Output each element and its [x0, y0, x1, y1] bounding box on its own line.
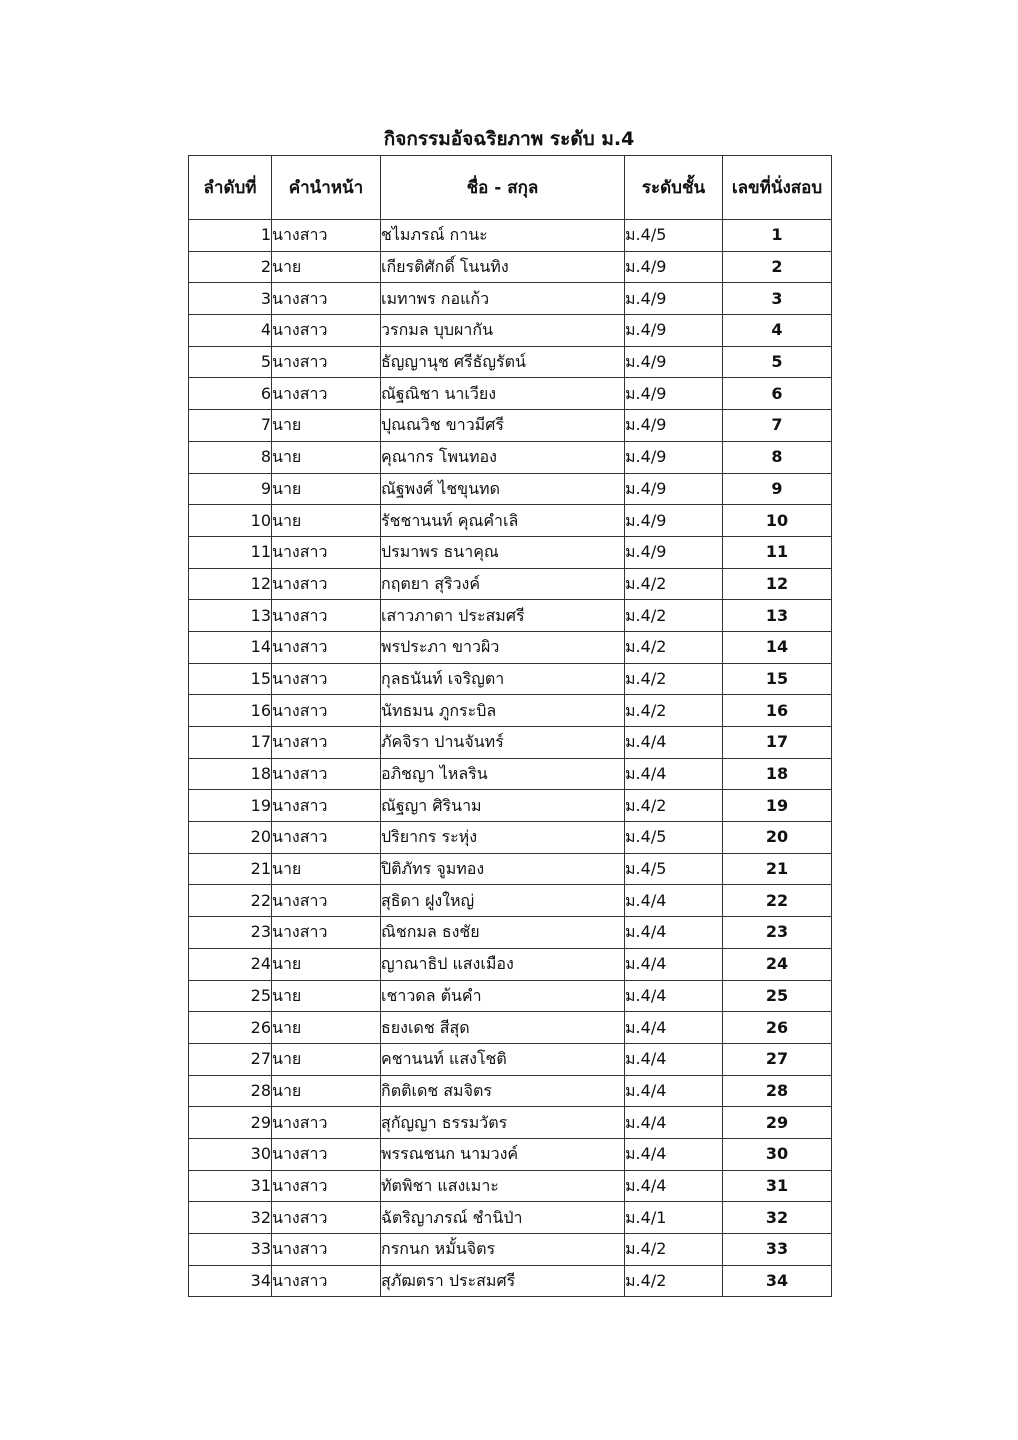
name-cell: ธัญญานุช ศรีธัญรัตน์	[381, 346, 625, 378]
order-cell: 13	[189, 600, 272, 632]
seat-number-cell: 20	[723, 822, 832, 854]
seat-number-cell: 9	[723, 473, 832, 505]
table-row	[189, 1202, 832, 1234]
seat-number-cell: 32	[723, 1202, 832, 1234]
class-cell: ม.4/9	[625, 378, 723, 410]
name-cell: ณัฐณิชา นาเวียง	[381, 378, 625, 410]
seat-number-cell: 31	[723, 1170, 832, 1202]
prefix-cell: นางสาว	[272, 758, 381, 790]
class-cell: ม.4/4	[625, 727, 723, 759]
class-cell: ม.4/2	[625, 600, 723, 632]
table-row	[189, 315, 832, 347]
column-header-order: ลำดับที่	[189, 156, 272, 220]
table-row	[189, 378, 832, 410]
order-cell: 27	[189, 1043, 272, 1075]
order-cell: 34	[189, 1265, 272, 1297]
name-cell: สุธิดา ฝูงใหญ่	[381, 885, 625, 917]
class-cell: ม.4/5	[625, 822, 723, 854]
class-cell: ม.4/4	[625, 980, 723, 1012]
order-cell: 29	[189, 1107, 272, 1139]
class-cell: ม.4/5	[625, 853, 723, 885]
class-cell: ม.4/4	[625, 758, 723, 790]
table-row	[189, 758, 832, 790]
table-row	[189, 441, 832, 473]
prefix-cell: นางสาว	[272, 917, 381, 949]
table-row	[189, 346, 832, 378]
table-row	[189, 853, 832, 885]
class-cell: ม.4/9	[625, 315, 723, 347]
prefix-cell: นาย	[272, 948, 381, 980]
table-row	[189, 663, 832, 695]
prefix-cell: นาย	[272, 1012, 381, 1044]
prefix-cell: นางสาว	[272, 727, 381, 759]
table-row	[189, 631, 832, 663]
seat-number-cell: 8	[723, 441, 832, 473]
column-header-name: ชื่อ - สกุล	[381, 156, 625, 220]
name-cell: อภิชญา ไหลริน	[381, 758, 625, 790]
class-cell: ม.4/2	[625, 1234, 723, 1266]
table-body	[189, 220, 832, 1297]
order-cell: 25	[189, 980, 272, 1012]
name-cell: พรประภา ขาวผิว	[381, 631, 625, 663]
prefix-cell: นาย	[272, 473, 381, 505]
class-cell: ม.4/9	[625, 441, 723, 473]
seat-number-cell: 23	[723, 917, 832, 949]
seat-number-cell: 1	[723, 220, 832, 252]
prefix-cell: นางสาว	[272, 822, 381, 854]
prefix-cell: นางสาว	[272, 631, 381, 663]
table-row	[189, 251, 832, 283]
name-cell: ชไมภรณ์ กานะ	[381, 220, 625, 252]
name-cell: กรกนก หมั้นจิตร	[381, 1234, 625, 1266]
order-cell: 31	[189, 1170, 272, 1202]
order-cell: 6	[189, 378, 272, 410]
order-cell: 33	[189, 1234, 272, 1266]
class-cell: ม.4/9	[625, 505, 723, 537]
order-cell: 10	[189, 505, 272, 537]
class-cell: ม.4/2	[625, 790, 723, 822]
name-cell: กิตติเดช สมจิตร	[381, 1075, 625, 1107]
prefix-cell: นางสาว	[272, 1170, 381, 1202]
seat-number-cell: 29	[723, 1107, 832, 1139]
order-cell: 7	[189, 410, 272, 442]
seat-number-cell: 24	[723, 948, 832, 980]
column-header-class: ระดับชั้น	[625, 156, 723, 220]
table-row	[189, 727, 832, 759]
prefix-cell: นางสาว	[272, 790, 381, 822]
class-cell: ม.4/4	[625, 1138, 723, 1170]
order-cell: 9	[189, 473, 272, 505]
name-cell: ธยงเดช สีสุด	[381, 1012, 625, 1044]
prefix-cell: นางสาว	[272, 663, 381, 695]
name-cell: ณัฐพงศ์ ไชขุนทด	[381, 473, 625, 505]
class-cell: ม.4/5	[625, 220, 723, 252]
prefix-cell: นาย	[272, 505, 381, 537]
prefix-cell: นาย	[272, 251, 381, 283]
prefix-cell: นาย	[272, 853, 381, 885]
class-cell: ม.4/2	[625, 695, 723, 727]
table-row	[189, 283, 832, 315]
class-cell: ม.4/2	[625, 631, 723, 663]
name-cell: กุลธนันท์ เจริญตา	[381, 663, 625, 695]
order-cell: 30	[189, 1138, 272, 1170]
seat-number-cell: 18	[723, 758, 832, 790]
class-cell: ม.4/4	[625, 885, 723, 917]
order-cell: 5	[189, 346, 272, 378]
seat-number-cell: 22	[723, 885, 832, 917]
order-cell: 14	[189, 631, 272, 663]
seat-number-cell: 21	[723, 853, 832, 885]
table-row	[189, 695, 832, 727]
order-cell: 21	[189, 853, 272, 885]
table-row	[189, 220, 832, 252]
order-cell: 15	[189, 663, 272, 695]
name-cell: เกียรติศักดิ์ โนนทิง	[381, 251, 625, 283]
order-cell: 20	[189, 822, 272, 854]
prefix-cell: นางสาว	[272, 220, 381, 252]
seat-number-cell: 25	[723, 980, 832, 1012]
name-cell: เสาวภาดา ประสมศรี	[381, 600, 625, 632]
seat-number-cell: 12	[723, 568, 832, 600]
order-cell: 26	[189, 1012, 272, 1044]
prefix-cell: นางสาว	[272, 568, 381, 600]
table-row	[189, 980, 832, 1012]
seat-number-cell: 33	[723, 1234, 832, 1266]
class-cell: ม.4/9	[625, 536, 723, 568]
class-cell: ม.4/9	[625, 283, 723, 315]
student-roster-table	[188, 155, 832, 1297]
seat-number-cell: 27	[723, 1043, 832, 1075]
name-cell: เมทาพร กอแก้ว	[381, 283, 625, 315]
order-cell: 32	[189, 1202, 272, 1234]
seat-number-cell: 16	[723, 695, 832, 727]
class-cell: ม.4/2	[625, 568, 723, 600]
order-cell: 1	[189, 220, 272, 252]
order-cell: 8	[189, 441, 272, 473]
name-cell: คชานนท์ แสงโชติ	[381, 1043, 625, 1075]
name-cell: เชาวดล ต้นคำ	[381, 980, 625, 1012]
seat-number-cell: 14	[723, 631, 832, 663]
order-cell: 12	[189, 568, 272, 600]
name-cell: คุณากร โพนทอง	[381, 441, 625, 473]
table-row	[189, 790, 832, 822]
name-cell: กฤตยา สุริวงค์	[381, 568, 625, 600]
document-title: กิจกรรมอัจฉริยภาพ ระดับ ม.4	[383, 128, 635, 150]
prefix-cell: นางสาว	[272, 283, 381, 315]
seat-number-cell: 7	[723, 410, 832, 442]
name-cell: ภัคจิรา ปานจันทร์	[381, 727, 625, 759]
table-row	[189, 473, 832, 505]
order-cell: 17	[189, 727, 272, 759]
seat-number-cell: 26	[723, 1012, 832, 1044]
order-cell: 11	[189, 536, 272, 568]
seat-number-cell: 4	[723, 315, 832, 347]
order-cell: 18	[189, 758, 272, 790]
name-cell: ณิชกมล ธงชัย	[381, 917, 625, 949]
seat-number-cell: 10	[723, 505, 832, 537]
seat-number-cell: 34	[723, 1265, 832, 1297]
order-cell: 4	[189, 315, 272, 347]
name-cell: ณัฐญา ศิรินาม	[381, 790, 625, 822]
prefix-cell: นางสาว	[272, 885, 381, 917]
class-cell: ม.4/1	[625, 1202, 723, 1234]
seat-number-cell: 3	[723, 283, 832, 315]
table-row	[189, 600, 832, 632]
prefix-cell: นางสาว	[272, 1265, 381, 1297]
seat-number-cell: 19	[723, 790, 832, 822]
table-row	[189, 410, 832, 442]
table-row	[189, 568, 832, 600]
name-cell: สุกัญญา ธรรมวัตร	[381, 1107, 625, 1139]
table-row	[189, 1075, 832, 1107]
prefix-cell: นางสาว	[272, 1107, 381, 1139]
table-row	[189, 1265, 832, 1297]
table-row	[189, 1012, 832, 1044]
name-cell: ปรมาพร ธนาคุณ	[381, 536, 625, 568]
table-row	[189, 948, 832, 980]
name-cell: ปิติภัทร จูมทอง	[381, 853, 625, 885]
name-cell: พรรณชนก นามวงค์	[381, 1138, 625, 1170]
table-row	[189, 1170, 832, 1202]
order-cell: 2	[189, 251, 272, 283]
prefix-cell: นาย	[272, 980, 381, 1012]
class-cell: ม.4/2	[625, 1265, 723, 1297]
seat-number-cell: 2	[723, 251, 832, 283]
name-cell: สุภัฒตรา ประสมศรี	[381, 1265, 625, 1297]
table-header-row	[189, 156, 832, 220]
name-cell: ทัตพิชา แสงเมาะ	[381, 1170, 625, 1202]
prefix-cell: นาย	[272, 1075, 381, 1107]
class-cell: ม.4/4	[625, 1170, 723, 1202]
name-cell: นัทธมน ภูกระบิล	[381, 695, 625, 727]
name-cell: ปุณณวิช ขาวมีศรี	[381, 410, 625, 442]
prefix-cell: นางสาว	[272, 536, 381, 568]
column-header-prefix: คำนำหน้า	[272, 156, 381, 220]
class-cell: ม.4/9	[625, 251, 723, 283]
class-cell: ม.4/4	[625, 1012, 723, 1044]
order-cell: 16	[189, 695, 272, 727]
class-cell: ม.4/4	[625, 1075, 723, 1107]
prefix-cell: นางสาว	[272, 600, 381, 632]
column-header-seat: เลขที่นั่งสอบ	[723, 156, 832, 220]
prefix-cell: นาย	[272, 441, 381, 473]
seat-number-cell: 17	[723, 727, 832, 759]
prefix-cell: นางสาว	[272, 315, 381, 347]
name-cell: วรกมล บุบผากัน	[381, 315, 625, 347]
class-cell: ม.4/4	[625, 948, 723, 980]
seat-number-cell: 28	[723, 1075, 832, 1107]
order-cell: 3	[189, 283, 272, 315]
seat-number-cell: 11	[723, 536, 832, 568]
prefix-cell: นางสาว	[272, 1234, 381, 1266]
name-cell: ฉัตริญาภรณ์ ชำนิป่า	[381, 1202, 625, 1234]
seat-number-cell: 5	[723, 346, 832, 378]
table-row	[189, 1138, 832, 1170]
prefix-cell: นางสาว	[272, 1202, 381, 1234]
table-row	[189, 1043, 832, 1075]
prefix-cell: นางสาว	[272, 378, 381, 410]
class-cell: ม.4/2	[625, 663, 723, 695]
table-row	[189, 917, 832, 949]
prefix-cell: นาย	[272, 1043, 381, 1075]
order-cell: 22	[189, 885, 272, 917]
order-cell: 19	[189, 790, 272, 822]
seat-number-cell: 15	[723, 663, 832, 695]
prefix-cell: นาย	[272, 410, 381, 442]
prefix-cell: นางสาว	[272, 346, 381, 378]
order-cell: 24	[189, 948, 272, 980]
table-row	[189, 1234, 832, 1266]
prefix-cell: นางสาว	[272, 695, 381, 727]
prefix-cell: นางสาว	[272, 1138, 381, 1170]
table-row	[189, 505, 832, 537]
class-cell: ม.4/4	[625, 917, 723, 949]
table-row	[189, 822, 832, 854]
table-row	[189, 1107, 832, 1139]
table-row	[189, 885, 832, 917]
table-row	[189, 536, 832, 568]
class-cell: ม.4/9	[625, 473, 723, 505]
order-cell: 28	[189, 1075, 272, 1107]
class-cell: ม.4/4	[625, 1107, 723, 1139]
seat-number-cell: 30	[723, 1138, 832, 1170]
class-cell: ม.4/4	[625, 1043, 723, 1075]
name-cell: ปริยากร ระหุ่ง	[381, 822, 625, 854]
seat-number-cell: 6	[723, 378, 832, 410]
seat-number-cell: 13	[723, 600, 832, 632]
name-cell: ญาณาธิป แสงเมือง	[381, 948, 625, 980]
name-cell: รัชชานนท์ คุณคำเลิ	[381, 505, 625, 537]
order-cell: 23	[189, 917, 272, 949]
class-cell: ม.4/9	[625, 346, 723, 378]
class-cell: ม.4/9	[625, 410, 723, 442]
